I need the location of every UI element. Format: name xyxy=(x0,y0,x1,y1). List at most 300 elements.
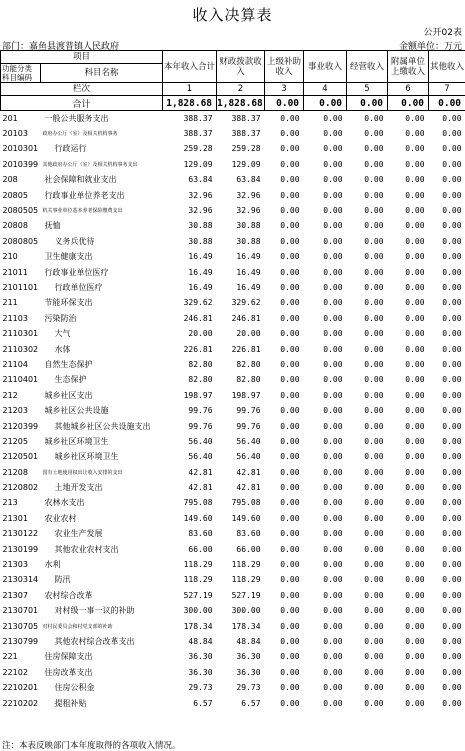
table-row xyxy=(1,141,465,156)
amount-cell: 0.00 xyxy=(280,175,300,185)
amount-cell: 0.00 xyxy=(405,683,425,693)
amount-cell: 0.00 xyxy=(323,590,343,600)
amount-cell: 149.60 xyxy=(183,513,213,523)
amount-cell: 0.00 xyxy=(280,698,300,708)
amount-cell: 0.00 xyxy=(280,282,300,292)
table-row xyxy=(1,618,465,633)
amount-cell: 0.00 xyxy=(405,575,425,585)
function-code-cell: 21011 xyxy=(2,267,28,277)
amount-cell: 48.84 xyxy=(188,636,213,646)
amount-cell: 0.00 xyxy=(442,698,462,708)
table-row xyxy=(1,264,465,279)
amount-cell: 0.00 xyxy=(323,252,343,262)
amount-cell: 0.00 xyxy=(280,344,300,354)
amount-cell: 16.49 xyxy=(236,252,261,262)
subject-name-cell: 大气 xyxy=(54,329,71,339)
table-row xyxy=(1,172,465,187)
function-code-cell: 21307 xyxy=(2,590,28,600)
amount-cell: 0.00 xyxy=(405,206,425,216)
amount-cell: 0.00 xyxy=(280,436,300,446)
header-function-code: 功能分类科目编码 xyxy=(1,64,41,83)
amount-cell: 83.60 xyxy=(188,529,213,539)
amount-cell: 527.19 xyxy=(231,590,261,600)
table-row xyxy=(1,557,465,572)
amount-cell: 0.00 xyxy=(323,144,343,154)
amount-cell: 0.00 xyxy=(442,159,462,169)
amount-cell: 20.00 xyxy=(236,329,261,339)
amount-cell: 0.00 xyxy=(405,467,425,477)
function-code-cell: 212 xyxy=(2,390,18,400)
table-row xyxy=(1,634,465,649)
amount-cell: 42.81 xyxy=(188,467,213,477)
amount-cell: 0.00 xyxy=(442,652,462,662)
amount-cell: 0.00 xyxy=(364,529,384,539)
amount-cell: 48.84 xyxy=(236,636,261,646)
function-code-cell: 2110401 xyxy=(2,375,39,385)
amount-cell: 0.00 xyxy=(280,606,300,616)
amount-cell: 0.00 xyxy=(364,498,384,508)
header-fiscal-appropriation: 财政拨款收入 xyxy=(217,51,265,83)
amount-cell: 0.00 xyxy=(405,452,425,462)
function-code-cell: 2130701 xyxy=(2,606,39,616)
amount-cell: 0.00 xyxy=(405,267,425,277)
function-code-cell: 21303 xyxy=(2,560,28,570)
table-row xyxy=(1,541,465,556)
amount-cell: 0.00 xyxy=(323,560,343,570)
function-code-cell: 21103 xyxy=(2,313,28,323)
table-row xyxy=(1,249,465,264)
amount-cell: 0.00 xyxy=(364,313,384,323)
subject-name-cell: 住房改革支出 xyxy=(44,667,93,677)
amount-cell: 0.00 xyxy=(442,359,462,369)
subject-name-cell: 其他农村综合改革支出 xyxy=(54,636,135,646)
header-other-revenue: 其他收入 xyxy=(429,51,465,83)
function-code-cell: 2130705 xyxy=(2,621,39,631)
subject-name-cell: 水体 xyxy=(54,344,71,354)
amount-cell: 0.00 xyxy=(323,683,343,693)
amount-cell: 0.00 xyxy=(364,560,384,570)
function-code-cell: 20805 xyxy=(2,190,28,200)
amount-cell: 246.81 xyxy=(183,313,213,323)
amount-cell: 0.00 xyxy=(405,129,425,139)
amount-cell: 0.00 xyxy=(442,236,462,246)
amount-cell: 0.00 xyxy=(442,344,462,354)
function-code-cell: 210 xyxy=(2,252,18,262)
amount-cell: 0.00 xyxy=(442,190,462,200)
subject-name-cell: 政府办公厅（室）及相关机构事务 xyxy=(42,131,118,138)
header-superior-subsidy: 上级补助收入 xyxy=(265,51,304,83)
amount-cell: 0.00 xyxy=(323,544,343,554)
amount-cell: 0.00 xyxy=(405,298,425,308)
function-code-cell: 211 xyxy=(2,298,18,308)
table-row xyxy=(1,357,465,372)
amount-cell: 0.00 xyxy=(364,452,384,462)
amount-cell: 0.00 xyxy=(405,282,425,292)
subject-name-cell: 农林水支出 xyxy=(44,498,85,508)
amount-cell: 0.00 xyxy=(405,221,425,231)
subject-name-cell: 自然生态保护 xyxy=(44,359,93,369)
amount-cell: 30.88 xyxy=(188,221,213,231)
table-row xyxy=(1,526,465,541)
function-code-cell: 2010301 xyxy=(2,144,39,154)
subject-name-cell: 其他城乡社区公共设施支出 xyxy=(54,421,151,431)
function-code-cell: 208 xyxy=(2,175,18,185)
amount-cell: 0.00 xyxy=(280,390,300,400)
subject-name-cell: 水利 xyxy=(44,560,61,570)
amount-cell: 0.00 xyxy=(405,529,425,539)
department-label: 部门：嘉鱼县渡普镇人民政府 xyxy=(2,42,120,52)
table-row xyxy=(1,295,465,310)
amount-cell: 129.09 xyxy=(183,159,213,169)
amount-cell: 16.49 xyxy=(236,282,261,292)
amount-cell: 0.00 xyxy=(280,590,300,600)
amount-cell: 82.80 xyxy=(236,359,261,369)
amount-cell: 795.08 xyxy=(231,498,261,508)
function-code-cell: 2110302 xyxy=(2,344,39,354)
amount-cell: 0.00 xyxy=(323,513,343,523)
amount-cell: 329.62 xyxy=(231,298,261,308)
amount-cell: 0.00 xyxy=(442,390,462,400)
amount-cell: 0.00 xyxy=(405,436,425,446)
total-value: 0.00 xyxy=(388,96,429,111)
amount-cell: 0.00 xyxy=(323,375,343,385)
table-row xyxy=(1,680,465,695)
table-row xyxy=(1,341,465,356)
amount-cell: 0.00 xyxy=(280,144,300,154)
amount-cell: 0.00 xyxy=(280,452,300,462)
amount-cell: 30.88 xyxy=(188,236,213,246)
function-code-cell: 2080805 xyxy=(2,236,39,246)
amount-cell: 0.00 xyxy=(280,298,300,308)
amount-cell: 32.96 xyxy=(188,206,213,216)
amount-cell: 82.80 xyxy=(188,375,213,385)
total-value: 0.00 xyxy=(304,96,347,111)
amount-cell: 0.00 xyxy=(364,375,384,385)
subject-name-cell: 城乡社区公共设施 xyxy=(44,406,109,416)
amount-cell: 36.30 xyxy=(188,652,213,662)
total-value: 0.00 xyxy=(347,96,388,111)
subject-name-cell: 住房公积金 xyxy=(54,683,95,693)
subject-name-cell: 城乡社区环境卫生 xyxy=(54,452,119,462)
function-code-cell: 21205 xyxy=(2,436,28,446)
amount-cell: 99.76 xyxy=(236,421,261,431)
amount-cell: 388.37 xyxy=(183,129,213,139)
amount-cell: 56.40 xyxy=(236,452,261,462)
column-index: 6 xyxy=(388,83,429,96)
subject-name-cell: 其他农业农村支出 xyxy=(54,544,119,554)
amount-cell: 0.00 xyxy=(442,175,462,185)
amount-cell: 0.00 xyxy=(280,498,300,508)
table-row xyxy=(1,388,465,403)
subject-name-cell: 社会保障和就业支出 xyxy=(44,175,117,185)
amount-cell: 0.00 xyxy=(442,544,462,554)
amount-cell: 0.00 xyxy=(280,621,300,631)
total-row xyxy=(1,96,465,111)
amount-cell: 20.00 xyxy=(188,329,213,339)
amount-cell: 0.00 xyxy=(323,529,343,539)
function-code-cell: 2101101 xyxy=(2,282,39,292)
table-row xyxy=(1,695,465,710)
table-row xyxy=(1,326,465,341)
amount-cell: 0.00 xyxy=(323,344,343,354)
function-code-cell: 2210201 xyxy=(2,683,39,693)
table-row xyxy=(1,126,465,141)
table-row xyxy=(1,157,465,172)
amount-cell: 0.00 xyxy=(364,175,384,185)
subject-name-cell: 行政事业单位养老支出 xyxy=(44,190,125,200)
amount-cell: 527.19 xyxy=(183,590,213,600)
amount-cell: 0.00 xyxy=(364,390,384,400)
amount-cell: 0.00 xyxy=(364,236,384,246)
table-row xyxy=(1,464,465,479)
amount-cell: 0.00 xyxy=(442,375,462,385)
amount-cell: 0.00 xyxy=(364,252,384,262)
subject-name-cell: 国有土地使用权出让收入安排的支出 xyxy=(42,469,123,476)
amount-cell: 0.00 xyxy=(364,129,384,139)
subject-name-cell: 土地开发支出 xyxy=(54,483,103,493)
table-row xyxy=(1,588,465,603)
amount-cell: 0.00 xyxy=(405,359,425,369)
amount-cell: 42.81 xyxy=(236,467,261,477)
amount-cell: 0.00 xyxy=(442,267,462,277)
amount-cell: 0.00 xyxy=(442,683,462,693)
amount-cell: 0.00 xyxy=(364,683,384,693)
amount-cell: 388.37 xyxy=(183,113,213,123)
table-row xyxy=(1,511,465,526)
amount-cell: 0.00 xyxy=(280,129,300,139)
amount-cell: 0.00 xyxy=(280,267,300,277)
table-row xyxy=(1,280,465,295)
table-code: 公开02表 xyxy=(423,28,462,38)
amount-cell: 0.00 xyxy=(442,636,462,646)
amount-cell: 16.49 xyxy=(236,267,261,277)
function-code-cell: 2010399 xyxy=(2,159,39,169)
amount-cell: 0.00 xyxy=(364,206,384,216)
table-row xyxy=(1,234,465,249)
column-index: 3 xyxy=(265,83,304,96)
header-operating-revenue: 经营收入 xyxy=(347,51,388,83)
amount-cell: 0.00 xyxy=(323,575,343,585)
amount-cell: 0.00 xyxy=(405,421,425,431)
amount-cell: 42.81 xyxy=(188,483,213,493)
amount-cell: 0.00 xyxy=(364,636,384,646)
table-row xyxy=(1,187,465,202)
amount-cell: 0.00 xyxy=(280,544,300,554)
page-title: 收入决算表 xyxy=(192,6,273,24)
amount-cell: 0.00 xyxy=(280,375,300,385)
amount-cell: 129.09 xyxy=(231,159,261,169)
function-code-cell: 221 xyxy=(2,652,18,662)
amount-cell: 56.40 xyxy=(188,436,213,446)
amount-cell: 0.00 xyxy=(280,221,300,231)
function-code-cell: 2110301 xyxy=(2,329,39,339)
amount-cell: 0.00 xyxy=(442,436,462,446)
subject-name-cell: 污染防治 xyxy=(44,313,77,323)
amount-cell: 0.00 xyxy=(442,206,462,216)
amount-cell: 0.00 xyxy=(442,498,462,508)
amount-cell: 82.80 xyxy=(236,375,261,385)
amount-cell: 82.80 xyxy=(188,359,213,369)
amount-cell: 0.00 xyxy=(280,236,300,246)
subject-name-cell: 卫生健康支出 xyxy=(44,252,93,262)
amount-cell: 0.00 xyxy=(442,560,462,570)
amount-cell: 0.00 xyxy=(280,190,300,200)
amount-cell: 36.30 xyxy=(236,667,261,677)
amount-cell: 0.00 xyxy=(364,575,384,585)
header-total-revenue: 本年收入合计 xyxy=(163,51,217,83)
table-row xyxy=(1,572,465,587)
amount-cell: 0.00 xyxy=(405,698,425,708)
amount-cell: 0.00 xyxy=(442,467,462,477)
total-value: 0.00 xyxy=(265,96,304,111)
amount-cell: 0.00 xyxy=(442,483,462,493)
amount-cell: 178.34 xyxy=(183,621,213,631)
amount-cell: 0.00 xyxy=(364,267,384,277)
amount-cell: 329.62 xyxy=(183,298,213,308)
amount-cell: 0.00 xyxy=(323,159,343,169)
amount-cell: 0.00 xyxy=(323,606,343,616)
amount-cell: 0.00 xyxy=(405,590,425,600)
amount-cell: 0.00 xyxy=(364,159,384,169)
amount-cell: 0.00 xyxy=(442,421,462,431)
function-code-cell: 21203 xyxy=(2,406,28,416)
amount-cell: 0.00 xyxy=(364,190,384,200)
amount-cell: 0.00 xyxy=(405,513,425,523)
amount-cell: 0.00 xyxy=(323,467,343,477)
amount-cell: 0.00 xyxy=(323,313,343,323)
amount-cell: 16.49 xyxy=(188,282,213,292)
amount-cell: 0.00 xyxy=(364,329,384,339)
amount-cell: 0.00 xyxy=(323,636,343,646)
amount-cell: 0.00 xyxy=(364,282,384,292)
amount-cell: 0.00 xyxy=(280,113,300,123)
subject-name-cell: 农村综合改革 xyxy=(44,590,93,600)
function-code-cell: 2080505 xyxy=(2,206,39,216)
amount-cell: 16.49 xyxy=(188,252,213,262)
amount-cell: 0.00 xyxy=(364,513,384,523)
amount-cell: 29.73 xyxy=(236,683,261,693)
amount-cell: 6.57 xyxy=(241,698,261,708)
amount-cell: 0.00 xyxy=(323,667,343,677)
amount-cell: 0.00 xyxy=(280,206,300,216)
amount-cell: 66.00 xyxy=(188,544,213,554)
amount-cell: 0.00 xyxy=(442,129,462,139)
amount-cell: 30.88 xyxy=(236,236,261,246)
amount-cell: 0.00 xyxy=(442,329,462,339)
amount-cell: 0.00 xyxy=(280,667,300,677)
table-row xyxy=(1,434,465,449)
amount-cell: 0.00 xyxy=(364,606,384,616)
amount-cell: 149.60 xyxy=(231,513,261,523)
subject-name-cell: 行政单位医疗 xyxy=(54,282,103,292)
amount-cell: 300.00 xyxy=(231,606,261,616)
amount-cell: 0.00 xyxy=(323,329,343,339)
total-label: 合计 xyxy=(1,96,163,111)
subject-name-cell: 其他政府办公厅（室）及相关机构事务支出 xyxy=(42,161,138,168)
amount-cell: 198.97 xyxy=(183,390,213,400)
amount-cell: 0.00 xyxy=(280,529,300,539)
amount-cell: 0.00 xyxy=(280,313,300,323)
amount-cell: 0.00 xyxy=(280,636,300,646)
amount-cell: 83.60 xyxy=(236,529,261,539)
column-index: 5 xyxy=(347,83,388,96)
amount-cell: 0.00 xyxy=(405,344,425,354)
amount-cell: 36.30 xyxy=(236,652,261,662)
amount-cell: 0.00 xyxy=(364,652,384,662)
amount-cell: 99.76 xyxy=(188,421,213,431)
amount-cell: 0.00 xyxy=(442,252,462,262)
amount-cell: 0.00 xyxy=(323,452,343,462)
amount-cell: 0.00 xyxy=(323,221,343,231)
amount-cell: 0.00 xyxy=(405,113,425,123)
subject-name-cell: 一般公共服务支出 xyxy=(44,113,109,123)
amount-cell: 0.00 xyxy=(364,436,384,446)
subject-name-cell: 住房保障支出 xyxy=(44,652,93,662)
amount-cell: 0.00 xyxy=(405,175,425,185)
column-index: 4 xyxy=(304,83,347,96)
amount-cell: 0.00 xyxy=(323,652,343,662)
subject-name-cell: 节能环保支出 xyxy=(44,298,93,308)
amount-cell: 0.00 xyxy=(364,406,384,416)
amount-cell: 0.00 xyxy=(323,436,343,446)
amount-cell: 226.81 xyxy=(231,344,261,354)
amount-cell: 0.00 xyxy=(323,129,343,139)
amount-cell: 0.00 xyxy=(405,621,425,631)
amount-cell: 0.00 xyxy=(442,513,462,523)
header-affiliated-revenue: 附属单位上缴收入 xyxy=(388,51,429,83)
amount-cell: 66.00 xyxy=(236,544,261,554)
header-item: 项目 xyxy=(1,51,163,64)
amount-unit-label: 金额单位：万元 xyxy=(398,42,462,52)
function-code-cell: 2130314 xyxy=(2,575,39,585)
table-row xyxy=(1,480,465,495)
amount-cell: 0.00 xyxy=(442,606,462,616)
amount-cell: 0.00 xyxy=(280,513,300,523)
total-value: 0.00 xyxy=(429,96,465,111)
amount-cell: 0.00 xyxy=(280,252,300,262)
amount-cell: 0.00 xyxy=(364,483,384,493)
amount-cell: 0.00 xyxy=(405,190,425,200)
amount-cell: 0.00 xyxy=(364,544,384,554)
function-code-cell: 2120399 xyxy=(2,421,39,431)
function-code-cell: 2120802 xyxy=(2,483,39,493)
function-code-cell: 2130199 xyxy=(2,544,39,554)
amount-cell: 0.00 xyxy=(442,282,462,292)
amount-cell: 0.00 xyxy=(364,359,384,369)
function-code-cell: 21208 xyxy=(2,467,28,477)
amount-cell: 0.00 xyxy=(364,621,384,631)
amount-cell: 0.00 xyxy=(405,144,425,154)
function-code-cell: 2210202 xyxy=(2,698,39,708)
subject-name-cell: 农业农村 xyxy=(44,513,77,523)
subject-name-cell: 城乡社区支出 xyxy=(44,390,93,400)
subject-name-cell: 对村级一事一议的补助 xyxy=(54,606,135,616)
amount-cell: 259.28 xyxy=(183,144,213,154)
header-column-index-label: 栏次 xyxy=(1,83,163,96)
amount-cell: 63.84 xyxy=(188,175,213,185)
amount-cell: 0.00 xyxy=(405,667,425,677)
amount-cell: 118.29 xyxy=(231,560,261,570)
amount-cell: 0.00 xyxy=(364,421,384,431)
function-code-cell: 20808 xyxy=(2,221,28,231)
amount-cell: 0.00 xyxy=(442,298,462,308)
subject-name-cell: 机关事业单位基本养老保险缴费支出 xyxy=(42,208,123,215)
amount-cell: 0.00 xyxy=(405,159,425,169)
amount-cell: 226.81 xyxy=(183,344,213,354)
amount-cell: 0.00 xyxy=(364,698,384,708)
function-code-cell: 213 xyxy=(2,498,18,508)
amount-cell: 0.00 xyxy=(323,406,343,416)
